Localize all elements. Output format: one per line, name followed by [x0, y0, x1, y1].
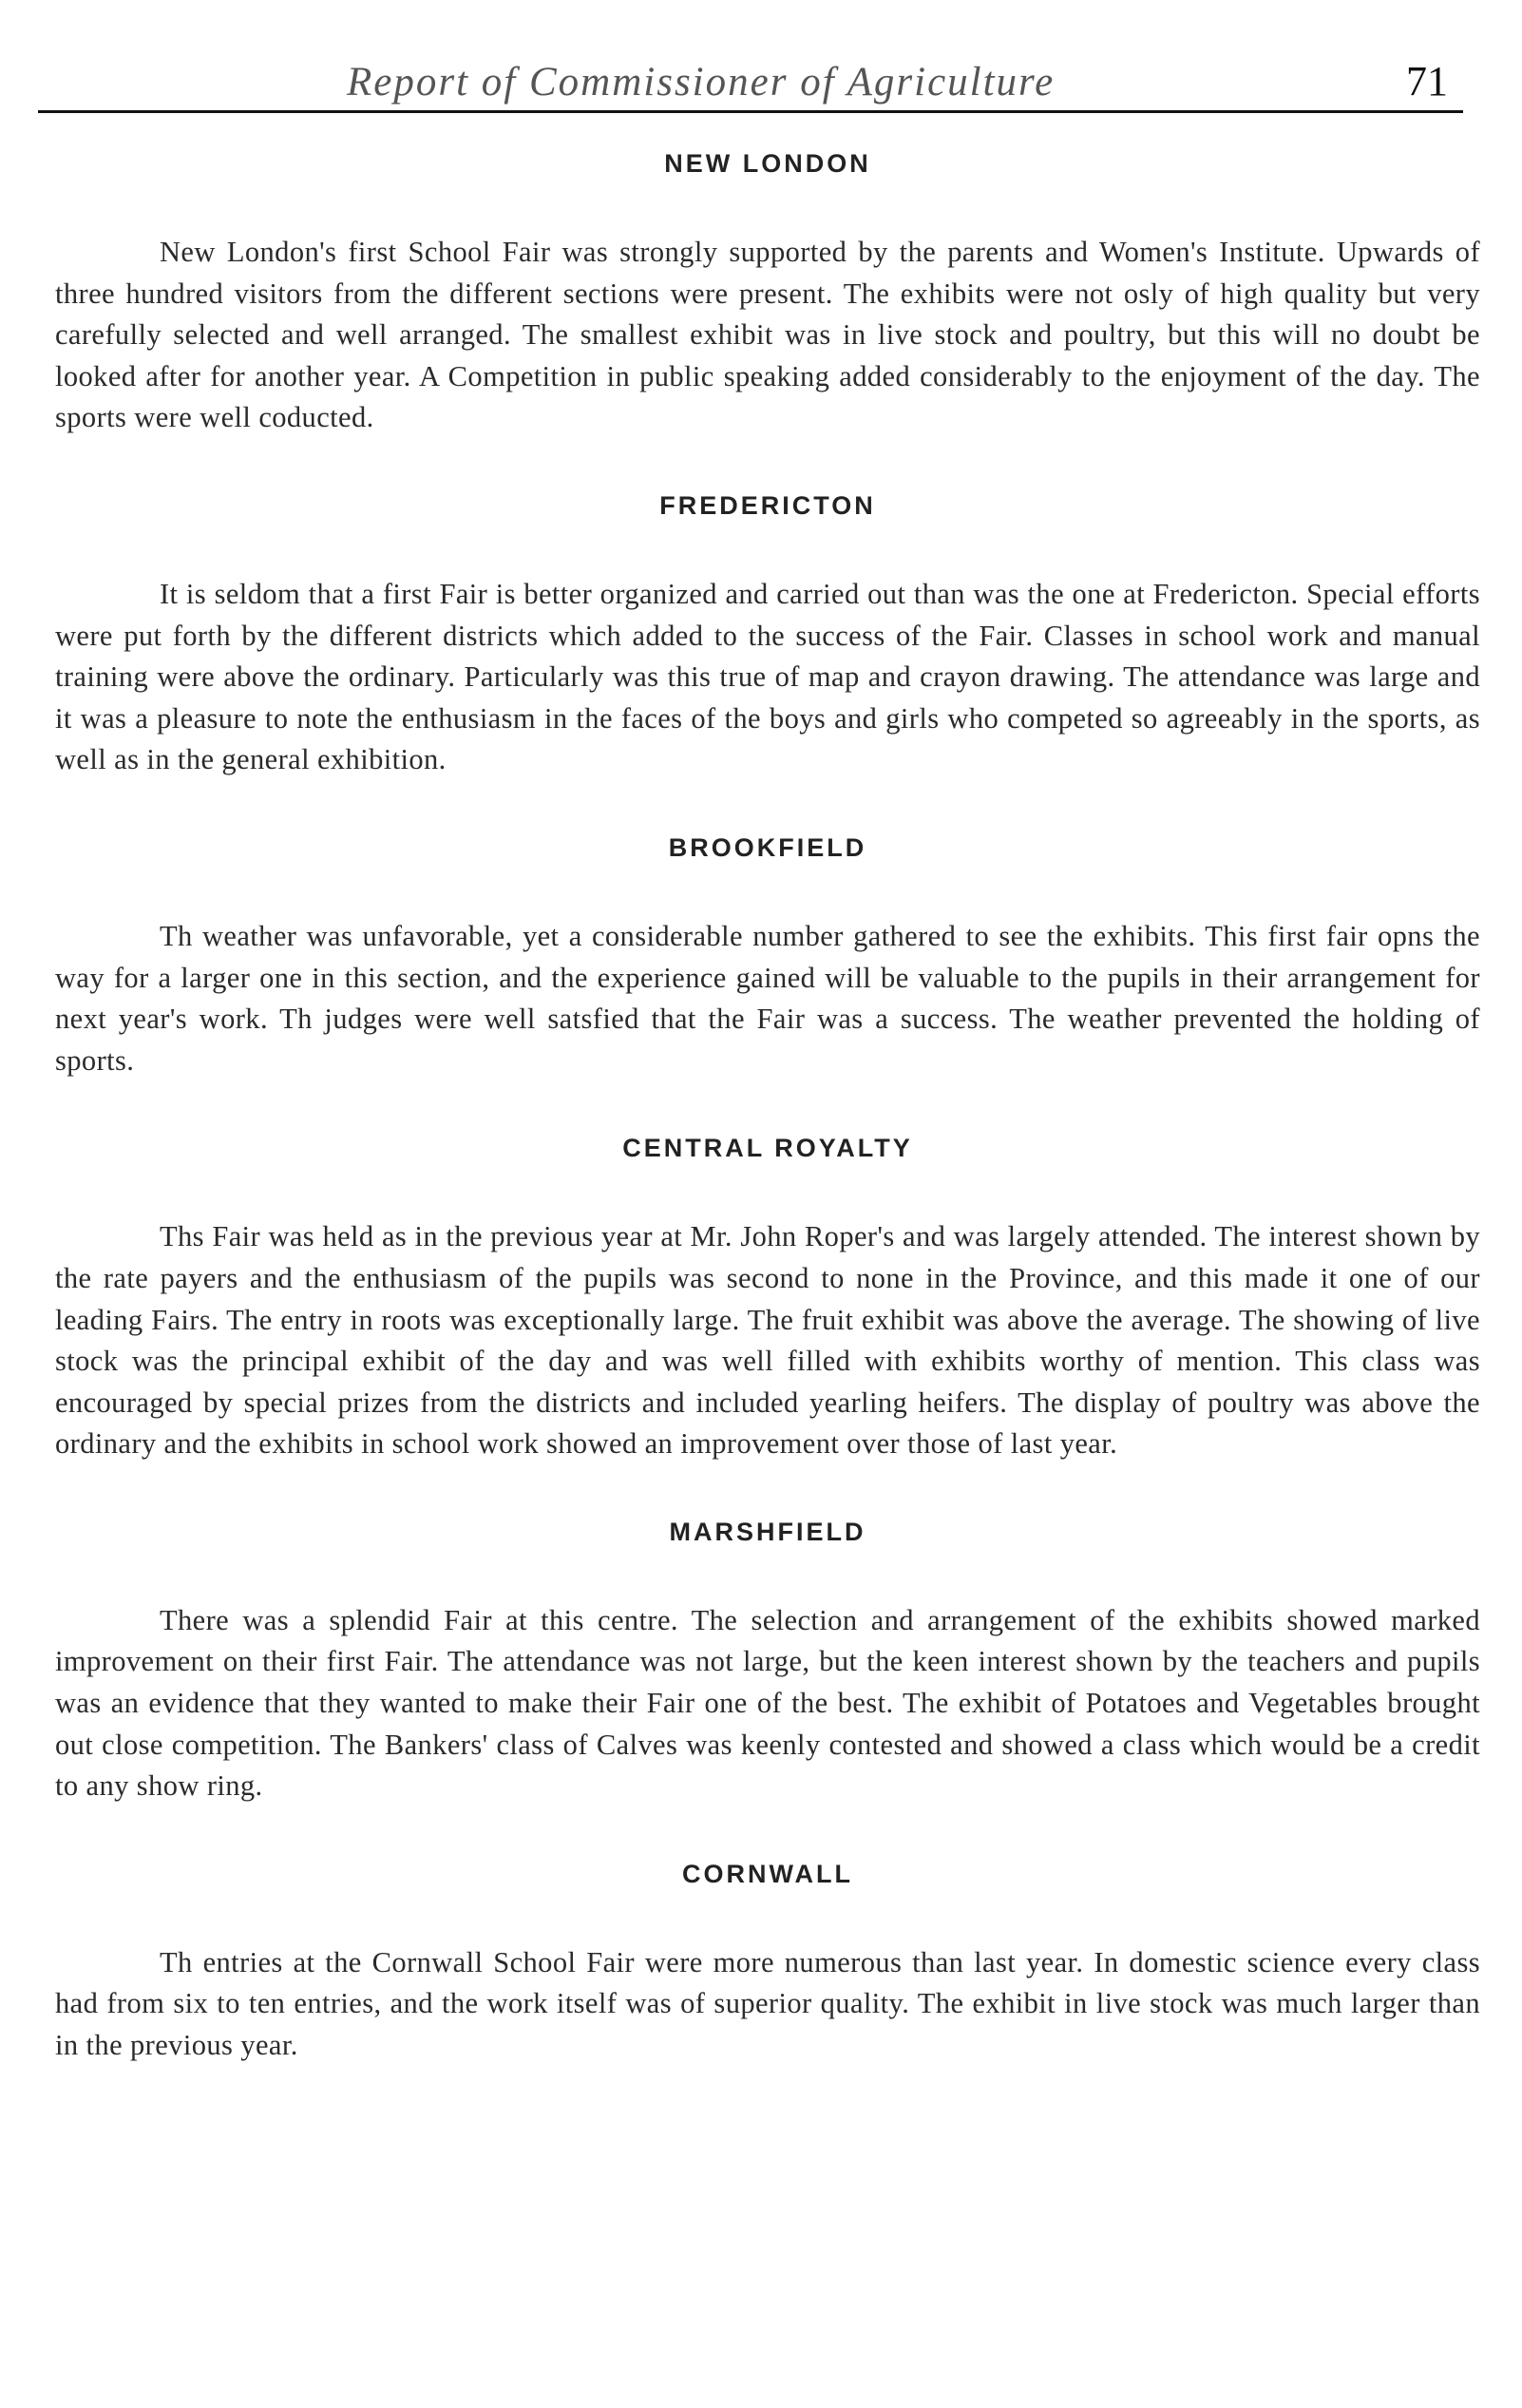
section-heading: BROOKFIELD — [668, 832, 867, 862]
section-new-london — [55, 143, 1480, 439]
section-heading: NEW LONDON — [664, 149, 871, 178]
section-paragraph: There was a splendid Fair at this centre. The selection and arrangement of the exhibits showed marked improvement on their first Fair. The attendance was not large, but the keen interest shown by the teachers and pupils was an evidence that they wanted to make their Fair one of the best. The exhibit of Potatoes and Vegetables brought out close competition. The Bankers' class of Calves was keenly contested and showed a class which would be a credit to any show ring. — [55, 1603, 1480, 1803]
section-brookfield — [55, 827, 1480, 1081]
page-number: 71 — [1406, 58, 1448, 105]
section-heading: CENTRAL ROYALTY — [622, 1134, 913, 1163]
section-cornwall — [55, 1853, 1480, 2067]
section-heading: MARSHFIELD — [669, 1517, 866, 1546]
section-paragraph: Th entries at the Cornwall School Fair were more numerous than last year. In domestic science every class had from six to ten entries, and the work itself was of superior quality. The exhibit in live stock was much larger than in the previous year. — [55, 1945, 1480, 2062]
section-paragraph: It is seldom that a first Fair is better organized and carried out than was the one at Fredericton. Special efforts were put forth by the different districts which added to the success of the Fair. Classes in school work and manual training were above the ordinary. Particularly was this true of map and crayon drawing. The attendance was large and it was a pleasure to note the enthusiasm in the faces of the boys and girls who competed so agreeably in the sports, as well as in the general exhibition. — [55, 577, 1480, 776]
header-rule — [38, 110, 1463, 113]
section-paragraph: Th weather was unfavorable, yet a considerable number gathered to see the exhibits. This first fair opns the way for a larger one in this section, and the experience gained will be valuable to the pupils in their arrangement for next year's work. Th judges were well satsfied that the Fair was a success. The weather prevented the holding of sports. — [55, 919, 1480, 1077]
section-paragraph: Ths Fair was held as in the previous year at Mr. John Roper's and was largely attended. The interest shown by the rate payers and the enthusiasm of the pupils was second to none in the Province, and this made it one of our leading Fairs. The entry in roots was exceptionally large. The fruit exhibit was above the average. The showing of live stock was the principal exhibit of the day and was well filled with exhibits worthy of mention. This class was encouraged by special prizes from the districts and included yearling heifers. The display of poultry was above the ordinary and the exhibits in school work showed an improvement over those of last year. — [55, 1220, 1480, 1461]
running-header — [0, 49, 1522, 116]
report-body — [55, 143, 1480, 2067]
section-fredericton — [55, 485, 1480, 781]
section-heading: FREDERICTON — [659, 490, 876, 520]
running-title: Report of Commissioner of Agriculture — [347, 60, 1056, 105]
section-central-royalty — [55, 1127, 1480, 1465]
section-marshfield — [55, 1511, 1480, 1807]
section-heading: CORNWALL — [682, 1859, 853, 1888]
section-paragraph: New London's first School Fair was strongly supported by the parents and Women's Institute. Upwards of three hundred visitors from the different sections were present. The exhibits were not osly of high quality but very carefully selected and well arranged. The smallest exhibit was in live stock and poultry, but this will no doubt be looked after for another year. A Competition in public speaking added considerably to the enjoyment of the day. The sports were well coducted. — [55, 236, 1480, 434]
